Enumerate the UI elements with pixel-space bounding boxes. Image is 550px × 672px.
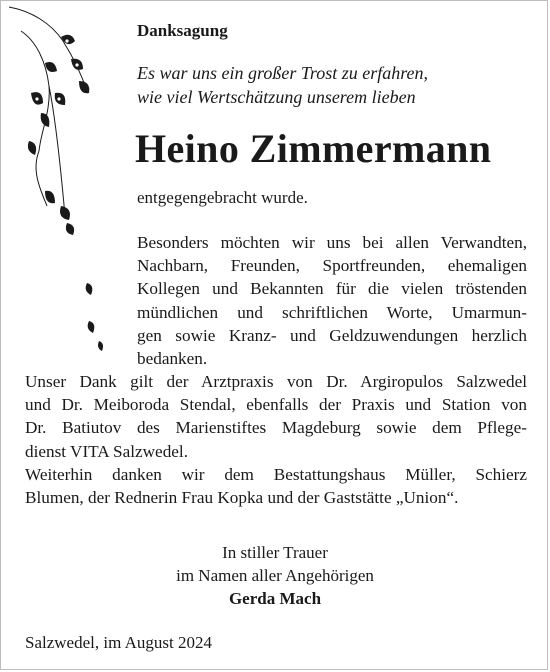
text-line: und Dr. Meiboroda Stendal, ebenfalls der Praxis und Station von <box>25 395 527 415</box>
text-line: dienst VITA Salzwedel. <box>25 441 188 461</box>
closing-block <box>1 541 549 610</box>
text-line: gen sowie Kranz- und Geldzuwendungen herzlich <box>137 325 527 345</box>
text-line: Kollegen und Bekannten für die vielen tröstenden <box>137 279 527 299</box>
text-line: Besonders möchten wir uns bei allen Verwandten, <box>137 233 527 252</box>
deceased-name: Heino Zimmermann <box>135 126 492 171</box>
text-line: bedanken. <box>137 349 208 369</box>
closing-line: In stiller Trauer <box>222 543 328 562</box>
intro-line: wie viel Wertschätzung unserem lieben <box>137 87 416 107</box>
thanks-paragraph-full <box>25 370 527 509</box>
text-line: Unser Dank gilt der Arztpraxis von Dr. Argiropulos Salzwedel <box>25 372 527 391</box>
place-date: Salzwedel, im August 2024 <box>25 633 212 652</box>
intro-line: Es war uns ein großer Trost zu erfahren, <box>137 63 429 83</box>
signature: Gerda Mach <box>228 589 322 608</box>
intro-continuation: entgegengebracht wurde. <box>137 188 308 207</box>
leafy-branch-icon <box>1 1 121 371</box>
text-line: Nachbarn, Freunden, Sportfreunden, ehemaligen <box>137 256 527 276</box>
notice-heading: Danksagung <box>137 21 228 40</box>
closing-line: im Namen aller Angehörigen <box>176 566 374 585</box>
thanks-paragraph-indented <box>137 231 527 370</box>
intro-text <box>137 61 428 109</box>
text-line: Dr. Batiutov des Marienstiftes Magdeburg sowie dem Pflege- <box>25 418 527 438</box>
text-line: Weiterhin danken wir dem Bestattungshaus Müller, Schierz <box>25 464 527 484</box>
text-line: mündlichen und schriftlichen Worte, Umarmun- <box>137 302 527 322</box>
text-line: Blumen, der Rednerin Frau Kopka und der Gaststätte „Union“. <box>25 488 459 508</box>
